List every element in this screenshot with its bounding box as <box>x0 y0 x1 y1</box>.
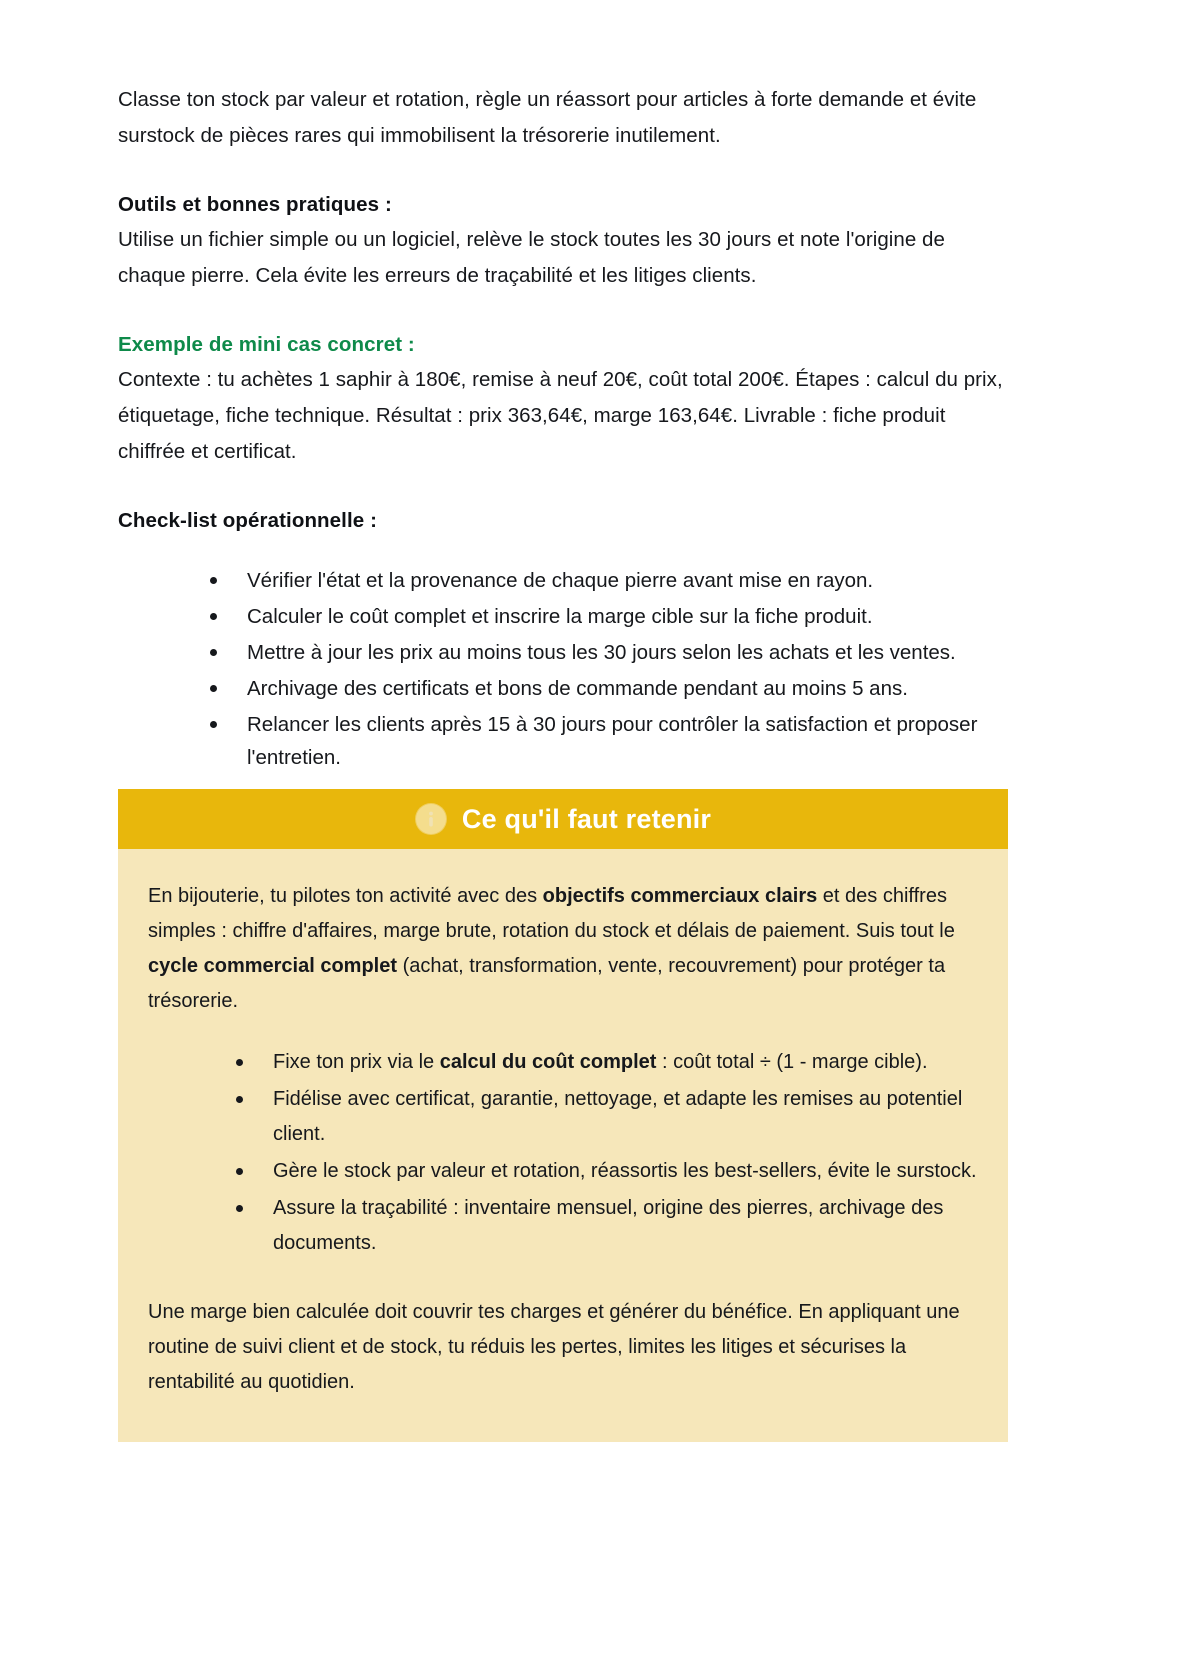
callout-body <box>118 849 1008 1442</box>
callout-intro-paragraph: En bijouterie, tu pilotes ton activité avec des objectifs commerciaux clairs et des chiffres simples : chiffre d'affaires, marge brute, rotation du stock et délais de paiement. Suis tout le cycle commercial complet (achat, transformation, vente, recouvrement) pour protéger ta trésorerie. <box>148 885 955 1012</box>
bullet-icon <box>210 577 217 584</box>
list-item-text: Mettre à jour les prix au moins tous les 30 jours selon les achats et les ventes. <box>247 641 956 664</box>
list-item-text: Archivage des certificats et bons de commande pendant au moins 5 ans. <box>247 677 908 700</box>
list-item-text: Fixe ton prix via le calcul du coût complet : coût total ÷ (1 - marge cible). <box>273 1051 928 1073</box>
list-item-text: Fidélise avec certificat, garantie, nettoyage, et adapte les remises au potentiel client. <box>273 1088 963 1145</box>
list-item <box>148 1154 978 1189</box>
callout-outro-paragraph: Une marge bien calculée doit couvrir tes charges et générer du bénéfice. En appliquant une routine de suivi client et de stock, tu réduis les pertes, limites les litiges et sécurises la rentabilité au quotidien. <box>148 1301 960 1393</box>
list-item-text: Assure la traçabilité : inventaire mensuel, origine des pierres, archivage des documents. <box>273 1197 944 1254</box>
spacer <box>118 470 1008 504</box>
spacer <box>118 294 1008 328</box>
bullet-icon <box>210 613 217 620</box>
list-item-text: Relancer les clients après 15 à 30 jours pour contrôler la satisfaction et proposer l'entretien. <box>247 713 978 769</box>
list-item-text: Gère le stock par valeur et rotation, réassortis les best-sellers, évite le surstock. <box>273 1160 977 1182</box>
callout-header <box>118 789 1008 849</box>
list-item <box>148 1082 978 1152</box>
list-item <box>148 1045 978 1080</box>
bullet-icon <box>236 1205 243 1212</box>
spacer <box>118 154 1008 188</box>
list-item-text: Calculer le coût complet et inscrire la marge cible sur la fiche produit. <box>247 605 873 628</box>
key-takeaways-callout <box>118 789 1008 1442</box>
info-circle-icon <box>415 803 447 835</box>
bullet-icon <box>236 1168 243 1175</box>
list-item <box>148 1191 978 1261</box>
callout-title: Ce qu'il faut retenir <box>461 803 712 834</box>
bullet-icon <box>236 1096 243 1103</box>
document-content <box>118 82 1008 774</box>
section-paragraph-exemple: Contexte : tu achètes 1 saphir à 180€, remise à neuf 20€, coût total 200€. Étapes : calcul du prix, étiquetage, fiche technique. Résultat : prix 363,64€, marge 163,64€. Livrable : fiche produit chiffrée et certificat. <box>118 368 1003 463</box>
bullet-icon <box>210 685 217 692</box>
list-item-text: Vérifier l'état et la provenance de chaque pierre avant mise en rayon. <box>247 569 874 592</box>
callout-bullet-list <box>148 1045 978 1261</box>
bullet-icon <box>210 649 217 656</box>
list-item <box>118 564 1008 597</box>
section-paragraph-outils: Utilise un fichier simple ou un logiciel, relève le stock toutes les 30 jours et note l'origine de chaque pierre. Cela évite les erreurs de traçabilité et les litiges clients. <box>118 228 945 287</box>
section-heading-exemple: Exemple de mini cas concret : <box>118 333 415 356</box>
list-item <box>118 672 1008 705</box>
list-item <box>118 708 1008 774</box>
intro-paragraph: Classe ton stock par valeur et rotation, règle un réassort pour articles à forte demande et évite surstock de pièces rares qui immobilisent la trésorerie inutilement. <box>118 88 977 147</box>
spacer <box>118 538 1008 564</box>
checklist-heading: Check-list opérationnelle : <box>118 509 377 532</box>
operational-checklist <box>118 564 1008 774</box>
list-item <box>118 600 1008 633</box>
bullet-icon <box>210 721 217 728</box>
bullet-icon <box>236 1059 243 1066</box>
list-item <box>118 636 1008 669</box>
section-heading-outils: Outils et bonnes pratiques : <box>118 193 392 216</box>
